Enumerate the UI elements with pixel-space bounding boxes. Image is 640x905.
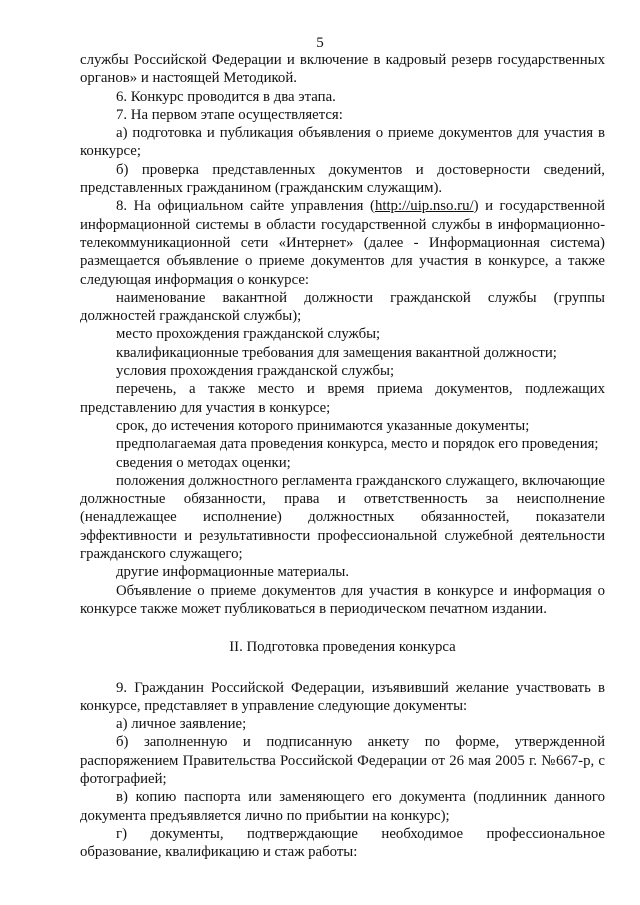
list-item-qualification: квалификационные требования для замещения вакантной должности; <box>116 344 557 361</box>
paragraph-9b: б) заполненную и подписанную анкету по форме, утвержденной распоряжением Правительства Российской Федерации от 26 мая 2005 г. №667-р, с фотографией; <box>80 734 605 787</box>
list-item-service-conditions: условия прохождения гражданской службы; <box>116 363 395 380</box>
paragraph-7b: б) проверка представленных документов и достоверности сведений, представленных гражданином (гражданским служащим). <box>80 161 605 197</box>
list-item-deadline: срок, до истечения которого принимаются указанные документы; <box>116 417 530 434</box>
paragraph-continuation: службы Российской Федерации и включение в кадровый резерв государственных органов» и настоящей Методикой. <box>80 52 605 87</box>
list-item-other-materials: другие информационные материалы. <box>116 564 350 581</box>
section-heading: II. Подготовка проведения конкурса <box>229 639 456 656</box>
list-item-job-regulations: положения должностного регламента гражданского служащего, включающие должностные обязанности, права и ответственность за неисполнение (ненадлежащее исполнение) должностных обязанностей, показатели эффективности и результативности профессиональной служебной деятельности гражданского служащего; <box>80 472 605 563</box>
paragraph-8-before: 8. На официальном сайте управления ( <box>116 198 375 215</box>
list-item-service-place: место прохождения гражданской службы; <box>116 326 381 343</box>
website-link[interactable]: http://uip.nso.ru/ <box>374 198 474 215</box>
document-body <box>80 51 605 861</box>
list-item-documents-list: перечень, а также место и время приема документов, подлежащих представлению для участия в конкурсе; <box>80 381 605 416</box>
paragraph-6: 6. Конкурс проводится в два этапа. <box>116 88 336 105</box>
paragraph-8-after: ) и государственной информационной системы в области государственной службы в информационно-телекоммуникационной сети «Интернет» (далее - Информационная система) размещается объявление о приеме документов для участия в конкурсе, а также следующая информация о конкурсе: <box>80 198 605 288</box>
page-number: 5 <box>316 35 324 51</box>
paragraph-9d: г) документы, подтверждающие необходимое профессиональное образование, квалификацию и стаж работы: <box>80 825 605 861</box>
list-item-position-name: наименование вакантной должности гражданской службы (группы должностей гражданской службы); <box>80 289 605 325</box>
paragraph-7a: а) подготовка и публикация объявления о приеме документов для участия в конкурсе; <box>80 125 605 160</box>
paragraph-announcement-print: Объявление о приеме документов для участия в конкурсе и информация о конкурсе также может публиковаться в периодическом печатном издании. <box>80 582 605 617</box>
paragraph-8 <box>80 197 605 288</box>
list-item-contest-date: предполагаемая дата проведения конкурса, место и порядок его проведения; <box>116 436 599 453</box>
paragraph-9: 9. Гражданин Российской Федерации, изъявивший желание участвовать в конкурсе, представляет в управление следующие документы: <box>80 679 605 714</box>
paragraph-9c: в) копию паспорта или заменяющего его документа (подлинник данного документа предъявляется лично по прибытии на конкурс); <box>80 789 605 824</box>
paragraph-7: 7. На первом этапе осуществляется: <box>116 106 343 123</box>
paragraph-9a: а) личное заявление; <box>116 716 247 733</box>
list-item-assessment-methods: сведения о методах оценки; <box>116 454 291 471</box>
